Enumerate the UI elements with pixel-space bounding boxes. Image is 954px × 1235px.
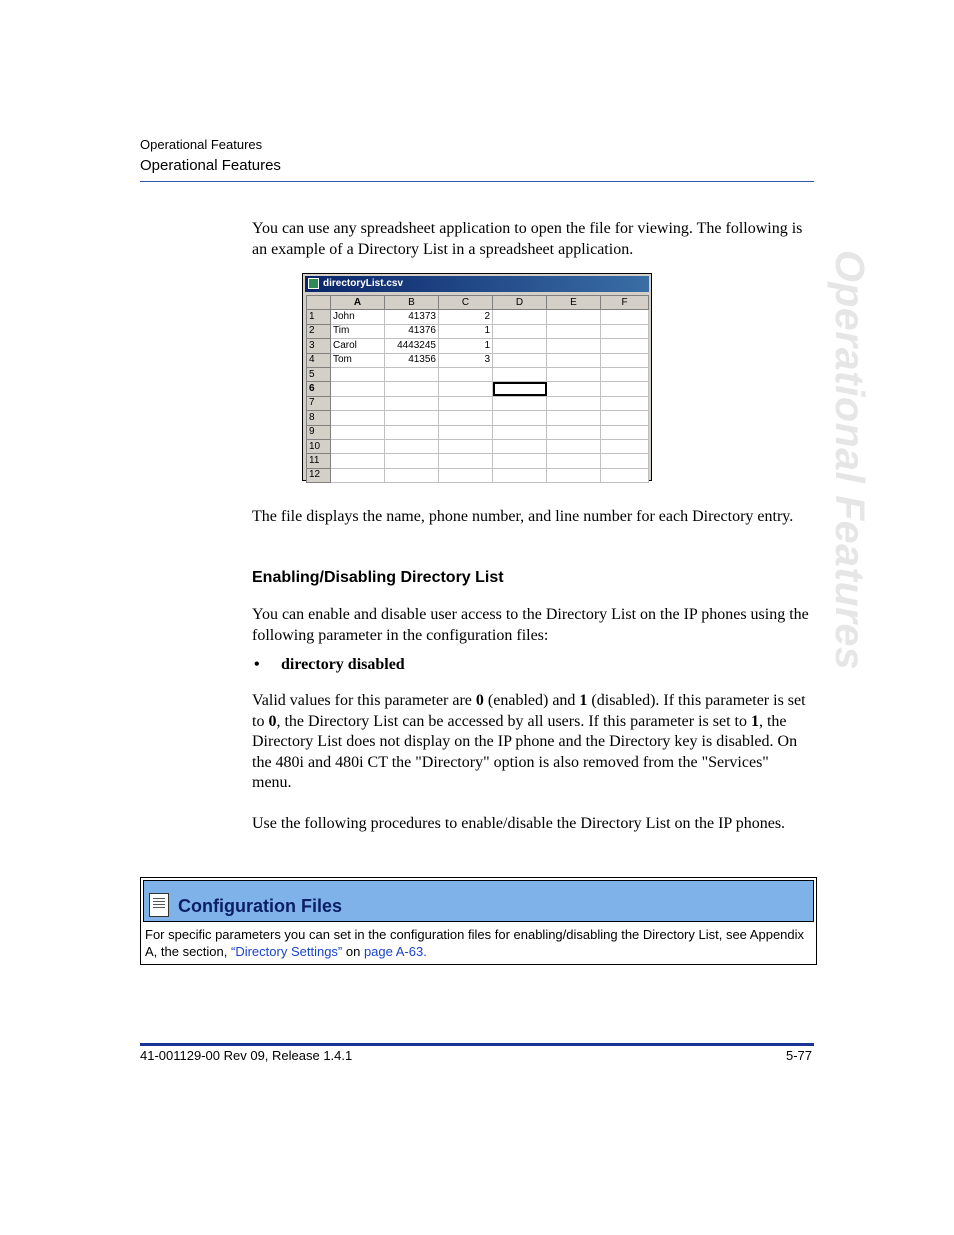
cell-f6[interactable]: [601, 382, 649, 396]
column-header-f[interactable]: F: [601, 296, 649, 310]
row-header-11[interactable]: 11: [307, 454, 331, 468]
cell-e10[interactable]: [547, 439, 601, 453]
row-header-3[interactable]: 3: [307, 339, 331, 353]
cell-c1[interactable]: 2: [439, 310, 493, 324]
cell-b9[interactable]: [385, 425, 439, 439]
cell-a9[interactable]: [331, 425, 385, 439]
spreadsheet-screenshot: [302, 273, 652, 481]
procedures-paragraph: Use the following procedures to enable/disable the Directory List on the IP phones.: [252, 815, 786, 832]
cell-e7[interactable]: [547, 396, 601, 410]
cell-d1[interactable]: [493, 310, 547, 324]
cell-f9[interactable]: [601, 425, 649, 439]
parameter-name: directory disabled: [281, 656, 405, 673]
parameter-bullet: [254, 656, 405, 674]
cell-f3[interactable]: [601, 339, 649, 353]
valid-values-paragraph: [252, 691, 812, 794]
cell-b5[interactable]: [385, 367, 439, 381]
cell-a5[interactable]: [331, 367, 385, 381]
cell-c8[interactable]: [439, 411, 493, 425]
vv-text-5: , the Directory List does not display on the IP phone and the Directory key is disabled. On the 480i and 480i CT the "Directory" option is also removed from the "Services" menu.: [252, 712, 798, 791]
cell-e12[interactable]: [547, 468, 601, 482]
row-header-5[interactable]: 5: [307, 367, 331, 381]
row-header-1[interactable]: 1: [307, 310, 331, 324]
column-header-e[interactable]: E: [547, 296, 601, 310]
row-header-6[interactable]: 6: [307, 382, 331, 396]
cell-d6[interactable]: [493, 382, 547, 396]
cell-f4[interactable]: [601, 353, 649, 367]
cell-d9[interactable]: [493, 425, 547, 439]
cell-b7[interactable]: [385, 396, 439, 410]
cell-e6[interactable]: [547, 382, 601, 396]
note-header: [143, 880, 814, 922]
vv-value-1b: 1: [750, 712, 759, 730]
column-header-b[interactable]: B: [385, 296, 439, 310]
cell-c4[interactable]: 3: [439, 353, 493, 367]
note-title: Configuration Files: [178, 896, 342, 916]
side-tab-label: Operational Features: [827, 250, 873, 671]
cell-c3[interactable]: 1: [439, 339, 493, 353]
spreadsheet-file-icon: [308, 278, 319, 289]
cell-f5[interactable]: [601, 367, 649, 381]
cell-d10[interactable]: [493, 439, 547, 453]
note-text-1: For specific parameters you can set in the configuration files for enabling/disabling the Directory List, see Appendix A, the section,: [145, 927, 805, 959]
cell-d12[interactable]: [493, 468, 547, 482]
header-rule: [140, 181, 814, 182]
vv-value-0b: 0: [268, 712, 277, 730]
cell-e5[interactable]: [547, 367, 601, 381]
cell-e4[interactable]: [547, 353, 601, 367]
cell-d11[interactable]: [493, 454, 547, 468]
cell-a4[interactable]: Tom: [331, 353, 385, 367]
section-intro: You can enable and disable user access to the Directory List on the IP phones using the following parameter in the configuration files:: [252, 606, 809, 644]
vv-text-4: , the Directory List can be accessed by all users. If this parameter is set to: [276, 712, 751, 730]
cell-a11[interactable]: [331, 454, 385, 468]
vv-text-1: Valid values for this parameter are: [252, 692, 476, 709]
running-header-chapter: Operational Features: [140, 157, 281, 174]
document-icon: [149, 893, 169, 917]
bullet-marker: •: [254, 656, 260, 673]
cell-c12[interactable]: [439, 468, 493, 482]
row-header-9[interactable]: 9: [307, 425, 331, 439]
cell-c5[interactable]: [439, 367, 493, 381]
vv-text-3: (disabled). If this parameter is set to: [252, 692, 806, 730]
spreadsheet-titlebar: [305, 276, 649, 292]
cell-b1[interactable]: 41373: [385, 310, 439, 324]
cell-e8[interactable]: [547, 411, 601, 425]
cell-c11[interactable]: [439, 454, 493, 468]
row-header-7[interactable]: 7: [307, 396, 331, 410]
cell-f7[interactable]: [601, 396, 649, 410]
cell-e1[interactable]: [547, 310, 601, 324]
page-a63-link[interactable]: page A-63.: [363, 944, 427, 959]
cell-b8[interactable]: [385, 411, 439, 425]
cell-b4[interactable]: 41356: [385, 353, 439, 367]
cell-f2[interactable]: [601, 324, 649, 338]
note-text-2: on: [342, 944, 364, 959]
cell-e11[interactable]: [547, 454, 601, 468]
row-header-2[interactable]: 2: [307, 324, 331, 338]
note-body: [145, 926, 805, 960]
column-header-d[interactable]: D: [493, 296, 547, 310]
directory-settings-link[interactable]: “Directory Settings”: [231, 944, 343, 959]
cell-a2[interactable]: Tim: [331, 324, 385, 338]
cell-c6[interactable]: [439, 382, 493, 396]
footer-page-number: 5-77: [785, 1048, 812, 1063]
cell-d3[interactable]: [493, 339, 547, 353]
cell-b12[interactable]: [385, 468, 439, 482]
cell-c2[interactable]: 1: [439, 324, 493, 338]
spreadsheet-window-title: directoryList.csv: [323, 278, 404, 289]
cell-a1[interactable]: John: [331, 310, 385, 324]
column-header-c[interactable]: C: [439, 296, 493, 310]
running-header-section: Operational Features: [140, 137, 263, 152]
cell-a3[interactable]: Carol: [331, 339, 385, 353]
file-description: The file displays the name, phone number, and line number for each Directory entry.: [252, 508, 794, 525]
side-tab: [826, 250, 886, 671]
cell-a8[interactable]: [331, 411, 385, 425]
vv-value-0: 0: [475, 692, 484, 709]
cell-e3[interactable]: [547, 339, 601, 353]
cell-c9[interactable]: [439, 425, 493, 439]
intro-paragraph: You can use any spreadsheet application to open the file for viewing. The following is an example of a Directory List in a spreadsheet application.: [252, 220, 803, 258]
spreadsheet-grid: [306, 295, 649, 483]
cell-b10[interactable]: [385, 439, 439, 453]
row-header-8[interactable]: 8: [307, 411, 331, 425]
cell-b6[interactable]: [385, 382, 439, 396]
vv-value-1: 1: [579, 692, 588, 709]
cell-b3[interactable]: 4443245: [385, 339, 439, 353]
cell-f1[interactable]: [601, 310, 649, 324]
column-header-a[interactable]: A: [331, 296, 385, 310]
cell-f8[interactable]: [601, 411, 649, 425]
cell-e9[interactable]: [547, 425, 601, 439]
configuration-files-note: [140, 877, 817, 965]
cell-a6[interactable]: [331, 382, 385, 396]
row-header-10[interactable]: 10: [307, 439, 331, 453]
cell-c10[interactable]: [439, 439, 493, 453]
cell-a7[interactable]: [331, 396, 385, 410]
cell-f10[interactable]: [601, 439, 649, 453]
cell-b11[interactable]: [385, 454, 439, 468]
grid-corner[interactable]: [307, 296, 331, 310]
cell-a10[interactable]: [331, 439, 385, 453]
cell-d8[interactable]: [493, 411, 547, 425]
cell-c7[interactable]: [439, 396, 493, 410]
footer-rule: [140, 1043, 814, 1046]
cell-e2[interactable]: [547, 324, 601, 338]
row-header-4[interactable]: 4: [307, 353, 331, 367]
row-header-12[interactable]: 12: [307, 468, 331, 482]
footer-doc-id: 41-001129-00 Rev 09, Release 1.4.1: [140, 1048, 353, 1063]
vv-text-2: (enabled) and: [483, 692, 580, 709]
cell-f12[interactable]: [601, 468, 649, 482]
cell-d7[interactable]: [493, 396, 547, 410]
cell-d4[interactable]: [493, 353, 547, 367]
cell-a12[interactable]: [331, 468, 385, 482]
cell-d2[interactable]: [493, 324, 547, 338]
section-heading: Enabling/Disabling Directory List: [252, 569, 504, 586]
cell-f11[interactable]: [601, 454, 649, 468]
cell-d5[interactable]: [493, 367, 547, 381]
cell-b2[interactable]: 41376: [385, 324, 439, 338]
